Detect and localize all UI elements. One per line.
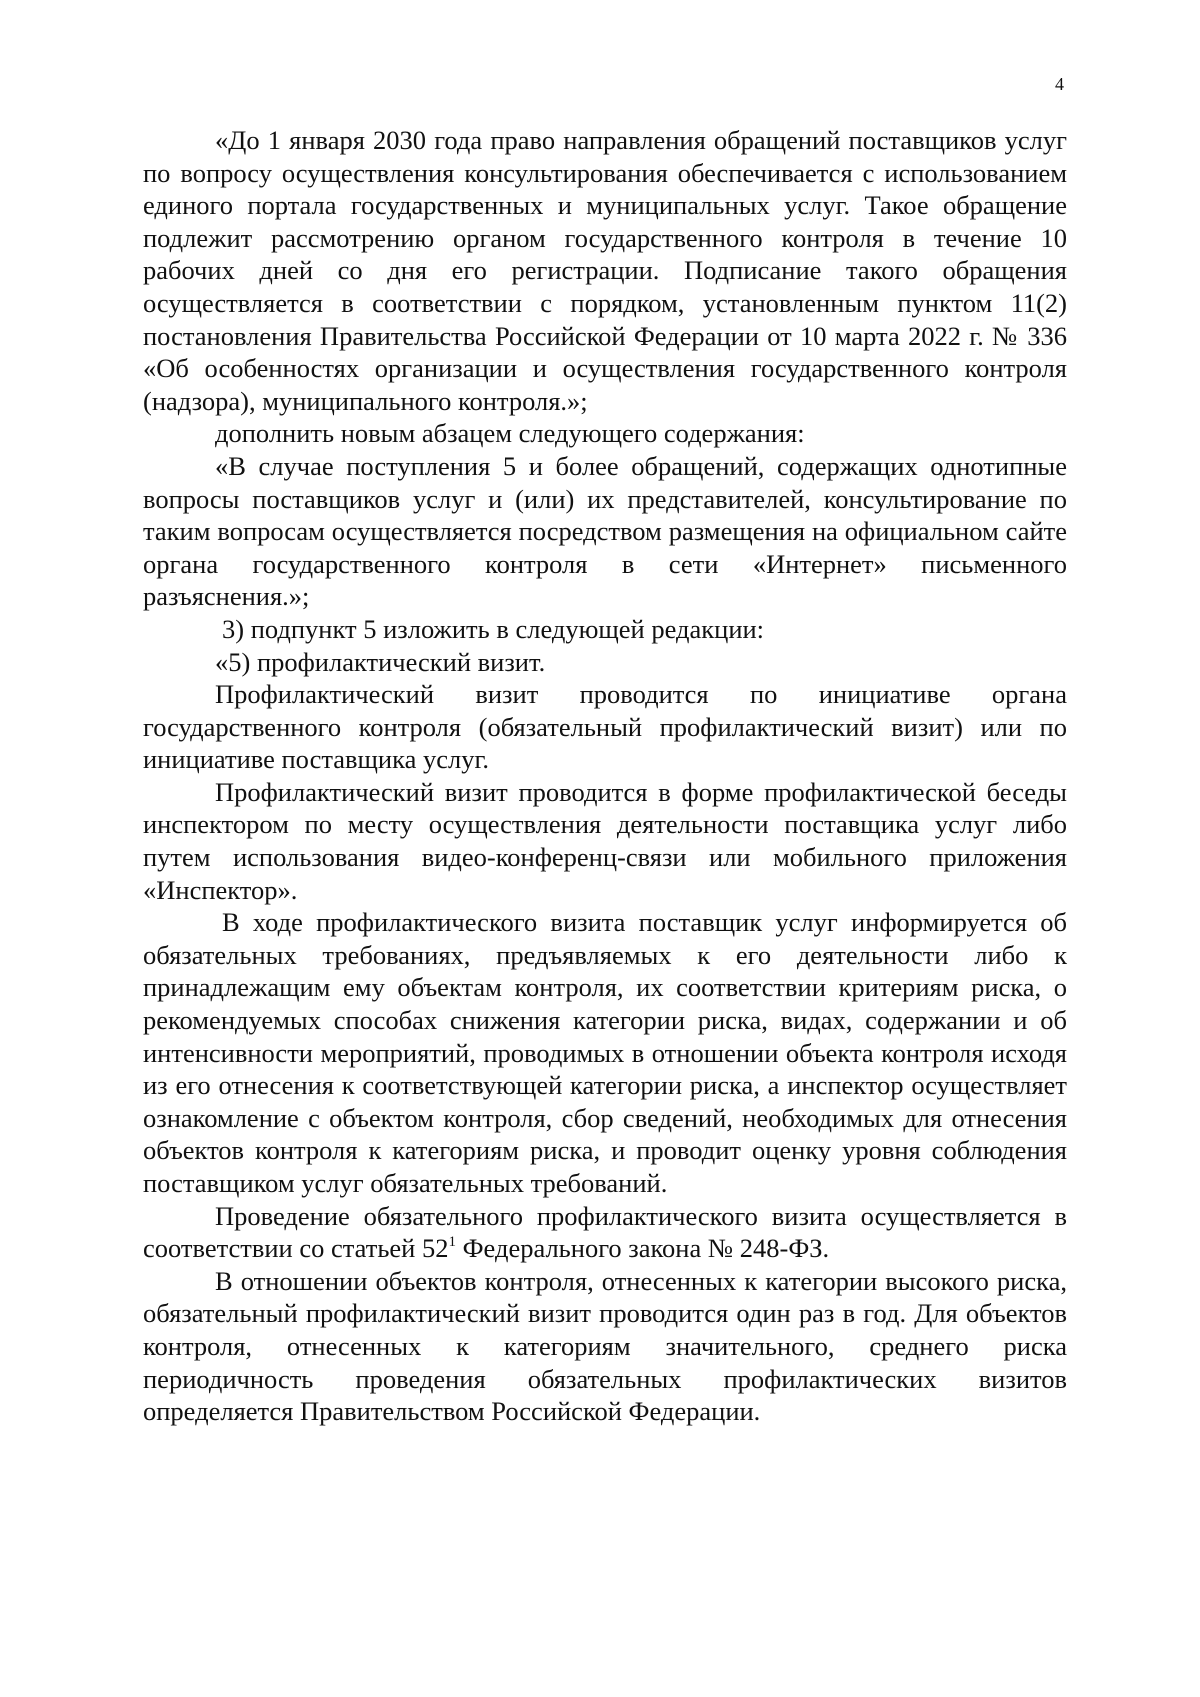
article-text-after: Федерального закона № 248-ФЗ. xyxy=(455,1233,830,1264)
article-superscript: 1 xyxy=(448,1234,456,1251)
paragraph-subpoint-3: 3) подпункт 5 изложить в следующей редакции: xyxy=(222,613,765,644)
paragraph-preventive-visit-heading: «5) профилактический визит. xyxy=(215,646,546,677)
article-text-before: Проведение обязательного профилактического визита осуществляется в соответствии со статьей 52 xyxy=(143,1200,1067,1264)
document-body xyxy=(143,124,1067,1428)
paragraph-visit-form: Профилактический визит проводится в форме профилактической беседы инспектором по месту осуществления деятельности поставщика услуг либо путем использования видео-конференц-связи или мобильного приложения «Инспектор». xyxy=(143,776,1067,905)
paragraph-visit-initiative: Профилактический визит проводится по инициативе органа государственного контроля (обязательный профилактический визит) или по инициативе поставщика услуг. xyxy=(143,679,1067,775)
paragraph-five-appeals: «В случае поступления 5 и более обращений, содержащих однотипные вопросы поставщиков услуг и (или) их представителей, консультирование по таким вопросам осуществляется посредством размещения на официальном сайте органа государственного контроля в сети «Интернет» письменного разъяснения.»; xyxy=(143,450,1067,612)
paragraph-add-new: дополнить новым абзацем следующего содержания: xyxy=(215,418,805,449)
paragraph-mandatory-visit xyxy=(143,1200,1067,1265)
paragraph-portal-appeals: «До 1 января 2030 года право направления обращений поставщиков услуг по вопросу осуществления консультирования обеспечивается с использованием единого портала государственных и муниципальных услуг. Такое обращение подлежит рассмотрению органом государственного контроля в течение 10 рабочих дней со дня его регистрации. Подписание такого обращения осуществляется в соответствии с порядком, установленным пунктом 11(2) постановления Правительства Российской Федерации от 10 марта 2022 г. № 336 «Об особенностях организации и осуществления государственного контроля (надзора), муниципального контроля.»; xyxy=(143,125,1067,416)
paragraph-visit-content: В ходе профилактического визита поставщик услуг информируется об обязательных требованиях, предъявляемых к его деятельности либо к принадлежащим ему объектам контроля, их соответствии критериям риска, о рекомендуемых способах снижения категории риска, видах, содержании и об интенсивности мероприятий, проводимых в отношении объекта контроля исходя из его отнесения к соответствующей категории риска, а инспектор осуществляет ознакомление с объектом контроля, сбор сведений, необходимых для отнесения объектов контроля к категориям риска, и проводит оценку уровня соблюдения поставщиком услуг обязательных требований. xyxy=(143,907,1067,1198)
page-number: 4 xyxy=(1055,74,1064,94)
paragraph-risk-categories: В отношении объектов контроля, отнесенных к категории высокого риска, обязательный профилактический визит проводится один раз в год. Для объектов контроля, отнесенных к категориям значительного, среднего риска периодичность проведения обязательных профилактических визитов определяется Правительством Российской Федерации. xyxy=(143,1265,1067,1427)
